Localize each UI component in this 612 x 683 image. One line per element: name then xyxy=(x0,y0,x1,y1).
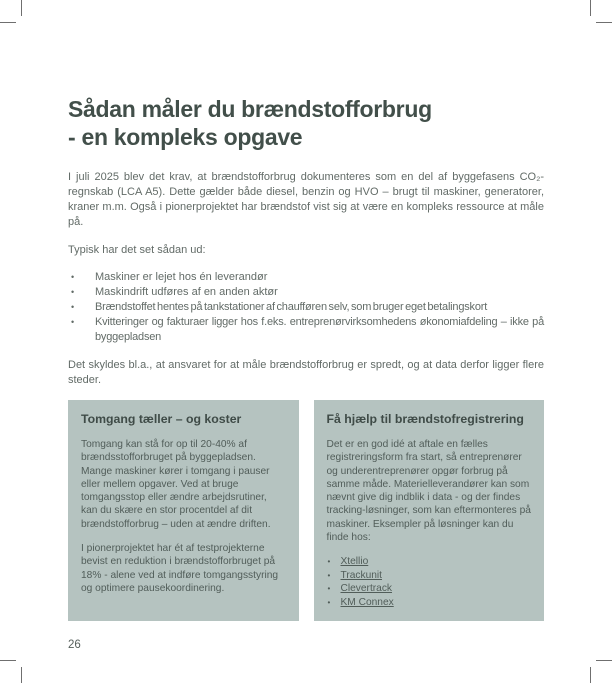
info-box-paragraph: Det er en god idé at aftale en fælles registreringsform fra start, så entreprenører og underentreprenører opgør forbrug på samme måde. Materielleverandører kan som nævnt give dig indblik i data - og der findes tracking-løsninger, som kan eftermonteres på maskiner. Eksempler på løsninger kan du finde hos: xyxy=(326,439,531,544)
crop-mark-bottom-right-horizontal xyxy=(596,660,612,661)
info-box-paragraph: Tomgang kan stå for op til 20-40% af brændsstofforbruget på byggepladsen. Mange maskiner kører i tomgang i pauser eller mellem opgaver. Ved at bruge tomgangsstop eller ændre arbejdsrutiner, kan du skære en stor procentdel af dit brændstofforbrug – uden at ændre driften. xyxy=(81,439,271,530)
list-item xyxy=(68,300,544,315)
list-item-text: Brændstoffet hentes på tankstationer af chaufføren selv, som bruger eget betalingskort xyxy=(95,301,488,313)
typical-situation-list xyxy=(68,270,544,345)
page-title-line1: Sådan måler du brændstofforbrug xyxy=(68,96,432,122)
intro-paragraph: I juli 2025 blev det krav, at brændstofforbrug dokumenteres som en del af byggefasens CO₂-regnskab (LCA A5). Dette gælder både diesel, benzin og HVO – brugt til maskiner, generatorer, kraner m.m. Også i pionerprojektet har brændstof vist sig at være en kompleks ressource at måle på. xyxy=(68,171,544,228)
list-item-text: Kvitteringer og fakturaer ligger hos f.eks. entreprenørvirksomhedens økonomiafdeling – ikke på byggepladsen xyxy=(95,316,544,343)
list-item xyxy=(68,285,544,300)
crop-mark-top-left-horizontal xyxy=(0,22,16,23)
article-content xyxy=(68,0,544,651)
provider-links-list xyxy=(327,555,532,609)
bullet-icon: • xyxy=(71,317,74,327)
link-xtellio[interactable]: Xtellio xyxy=(340,556,369,568)
conclusion-paragraph: Det skyldes bl.a., at ansvaret for at måle brændstofforbrug er spredt, og at data derfor ligger flere steder. xyxy=(68,359,544,386)
link-item xyxy=(327,596,532,610)
info-boxes-row xyxy=(68,400,544,621)
link-trackunit[interactable]: Trackunit xyxy=(340,569,383,581)
bullet-icon: • xyxy=(71,302,74,312)
page-title-line2: - en kompleks opgave xyxy=(68,123,303,150)
crop-mark-top-right-horizontal xyxy=(596,22,612,23)
link-item xyxy=(327,582,532,596)
crop-mark-top-right-vertical xyxy=(590,0,591,16)
link-clevertrack[interactable]: Clevertrack xyxy=(340,583,393,595)
info-box-title: Tomgang tæller – og koster xyxy=(81,412,242,426)
info-box-paragraph: I pionerprojektet har ét af testprojekterne bevist en reduktion i brændstofforbruget på 18% - alene ved at indføre tomgangsstyring og optimere pausekoordinering. xyxy=(81,543,279,594)
list-item xyxy=(68,270,544,285)
link-item xyxy=(327,569,532,583)
list-item-text: Maskiner er lejet hos én leverandør xyxy=(95,271,268,283)
list-item-text: Maskindrift udføres af en anden aktør xyxy=(95,286,278,298)
crop-mark-bottom-left-horizontal xyxy=(0,660,16,661)
list-item xyxy=(68,315,544,345)
bullet-icon: • xyxy=(327,557,331,567)
bullet-icon: • xyxy=(71,272,75,282)
link-km-connex[interactable]: KM Connex xyxy=(340,596,394,608)
bullet-icon: • xyxy=(71,287,75,297)
info-box-idle-fuel xyxy=(68,400,299,621)
page-number: 26 xyxy=(68,639,81,652)
info-box-title: Få hjælp til brændstofregistrering xyxy=(326,412,524,426)
page-title xyxy=(68,96,544,151)
info-box-fuel-registration xyxy=(314,400,545,621)
crop-mark-bottom-right-vertical xyxy=(590,667,591,683)
link-item xyxy=(327,555,532,569)
crop-mark-top-left-vertical xyxy=(21,0,22,16)
bullet-icon: • xyxy=(327,570,331,580)
crop-mark-bottom-left-vertical xyxy=(21,667,22,683)
bullet-icon: • xyxy=(327,584,331,594)
list-intro-paragraph: Typisk har det set sådan ud: xyxy=(68,244,206,256)
bullet-icon: • xyxy=(327,597,331,607)
